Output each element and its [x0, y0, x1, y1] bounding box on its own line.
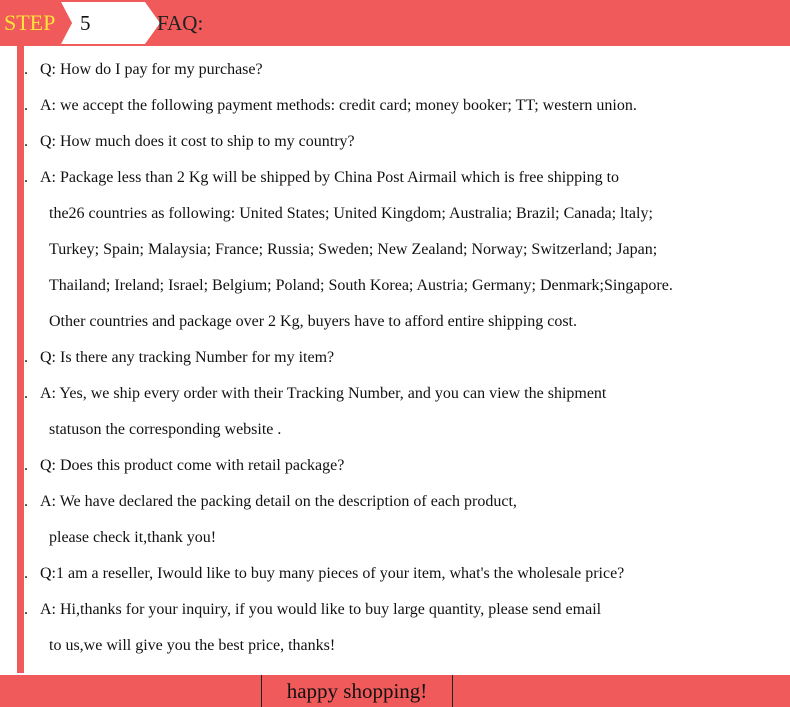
faq-text: the26 countries as following: United States; United Kingdom; Australia; Brazil; Canada; ltaly; [49, 205, 653, 222]
faq-text: statuson the corresponding website . [49, 421, 282, 438]
faq-text: Other countries and package over 2 Kg, buyers have to afford entire shipping cost. [49, 313, 577, 330]
step-number: 5 [80, 11, 91, 35]
header-banner [0, 0, 790, 46]
bullet-dot: . [24, 97, 28, 114]
bullet-dot: . [24, 61, 28, 78]
bullet-dot: . [24, 385, 28, 402]
faq-text: A: We have declared the packing detail on the description of each product, [40, 493, 517, 510]
section-title: FAQ: [157, 11, 204, 35]
bullet-dot: . [24, 565, 28, 582]
bullet-dot: . [24, 349, 28, 366]
bullet-dot: . [24, 457, 28, 474]
faq-text: A: Hi,thanks for your inquiry, if you would like to buy large quantity, please send email [40, 601, 602, 618]
faq-text: Q:1 am a reseller, Iwould like to buy many pieces of your item, what's the wholesale price? [40, 565, 625, 582]
step-label: STEP [4, 10, 56, 35]
bullet-dot: . [24, 601, 28, 618]
faq-text: A: we accept the following payment methods: credit card; money booker; TT; western union. [40, 97, 637, 114]
faq-text: Q: Is there any tracking Number for my item? [40, 349, 335, 366]
faq-text: please check it,thank you! [49, 529, 217, 546]
faq-text: Q: How do I pay for my purchase? [40, 61, 263, 78]
faq-text: Turkey; Spain; Malaysia; France; Russia; Sweden; New Zealand; Norway; Switzerland; Japan; [49, 241, 658, 258]
faq-text: to us,we will give you the best price, thanks! [49, 637, 336, 654]
faq-text: A: Package less than 2 Kg will be shipped by China Post Airmail which is free shipping to [40, 169, 620, 186]
bullet-dot: . [24, 493, 28, 510]
faq-text: Q: Does this product come with retail package? [40, 457, 345, 474]
left-accent-bar [17, 46, 24, 673]
bullet-dot: . [24, 169, 28, 186]
faq-text: Thailand; Ireland; Israel; Belgium; Poland; South Korea; Austria; Germany; Denmark;Singapore. [49, 277, 673, 294]
faq-text: Q: How much does it cost to ship to my country? [40, 133, 355, 150]
footer-banner [0, 675, 790, 707]
bullet-dot: . [24, 133, 28, 150]
footer-message: happy shopping! [261, 675, 453, 707]
faq-text: A: Yes, we ship every order with their Tracking Number, and you can view the shipment [40, 385, 607, 402]
